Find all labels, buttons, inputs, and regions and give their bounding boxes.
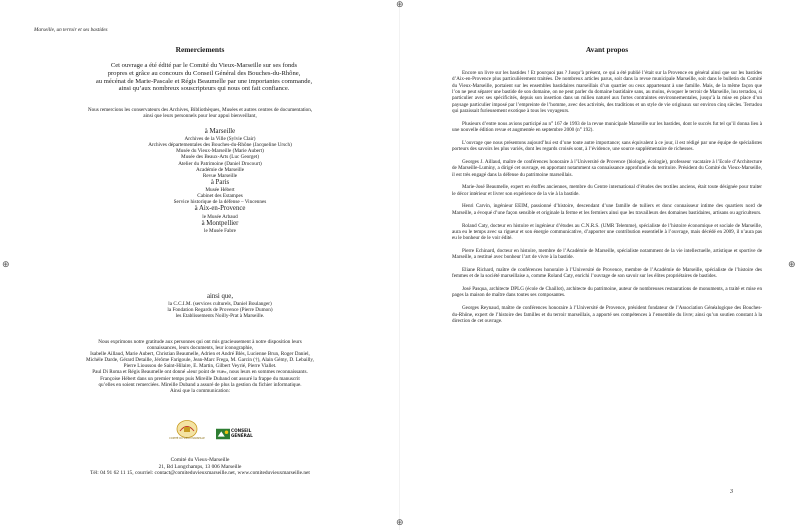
body-paragraph: Roland Caty, docteur en histoire et ingénieur d’études au C.N.R.S. (UMR Telemme), spécialiste de l’histoire économique et sociale de Marseille, aura eu le temps avec sa rigueur et son énergie communicative, d’apporter une contribution essentielle à l’ouvrage, mais décédé en 2009, il n’aura pas eu le bonheur de le voir édité. [452,222,762,242]
thanks-paragraph [40,107,360,119]
address-line: 21, Bd Longchamps, 13 006 Marseille [158,463,242,470]
list-item: Atelier du Patrimoine (Daniel Drocourt) [178,160,262,167]
body-paragraph: Georges J. Aillaud, maître de conférences honoraire à l’Université de Provence (biologie, écologie), professeur vacataire à l’Ecole d’Architecture de Marseille-Luminy, a dirigé cet ouvrage, en apportant notamment sa connaissance approfondie du territoire. Président du Comité du Vieux-Marseille, il est très engagé dans la défense du patrimoine marseillais. [452,158,762,178]
body-paragraph: Eliane Richard, maître de conférences honoraire à l’Université de Provence, membre de l’Académie de Marseille, spécialiste de l’histoire des femmes et de la société marseillaise a, comme Roland Caty, enrichi l’ouvrage de son savoir sur les élites propriétaires de bastides. [452,267,762,280]
intro-paragraph [44,62,364,93]
list-item: le Musée Arbaud [202,213,238,220]
thanks-line: Nous remercions les conservateurs des Archives, Bibliothèques, Musées et autres centres de documentation, [87,107,313,113]
gratitude-line: qu’elles en soient remerciées. Mireille Duband a assuré de plus la gestion du fichier informatique. [98,381,302,388]
gratitude-line: Michèle Darde, Gérard Detaille, Jérôme Farigoule, Jean-Marc Frega, M. Garcin (†), Alain Gémy, D. Lebailly, [86,357,314,364]
body-paragraph: José Pasqua, architecte DPLG (école de Chaillot), architecte du patrimoine, auteur de nombreuses restaurations de monuments, a traité et mise en pages la maison de maître dans toutes ses composantes. [452,286,762,299]
gratitude-line: Pierre Lioussou de Saint-Hilaire, E. Martin, Gilbert Veyrié, Pierre Viallet. [123,363,277,370]
gratitude-paragraph [40,339,360,394]
avant-propos-title: Avant propos [585,45,629,54]
list-item: Archives de la Ville (Sylvie Clair) [184,136,256,143]
list-item: Académie de Marseille [195,166,245,173]
list-item: Musée Hébert [205,187,235,194]
remerciements-title: Remerciements [175,45,225,54]
list-item: la Fondation Regards de Provence (Pierre Dumon) [167,307,273,314]
list-item: Cabinet des Estampes [197,193,243,200]
marseille-heading: à Marseille [204,128,236,135]
page-number: 3 [730,489,733,495]
list-item: Musée des Beaux-Arts (Luc Georget) [181,154,259,161]
aix-heading: à Aix-en-Provence [194,205,246,213]
conseil-general-text [231,429,253,438]
intro-line: propres et grâce au concours du Conseil Général des Bouches-du-Rhône, [107,69,301,77]
conseil-general-logo-icon [216,428,230,440]
body-paragraph: Encore un livre sur les bastides ! Et pourquoi pas ? Jusqu’à présent, ce qui a été publié l’était sur la Provence en général ainsi que sur les bastides d’Aix-en-Provence plus particulièrement traitées. De nombreux articles parus, soit dans la revue municipale Marseille, soit dans le bulletin du Comité du Vieux-Marseille, portaient sur les ensembles bastidaires marseillais d’un quartier ou ceux appartenant à une famille. Mais, de la même façon que l’on ne peut séparer une bastide de son domaine, on ne peut parler du domaine bastidaire sans, au moins, évoquer le terroir de Marseille, lou terradou, si particulier avec ses spécificités, depuis son insertion dans un milieu naturel aux fortes contraintes environnementales, jusqu’à la mise en place d’un paysage particulier imposé par l’empreinte de l’homme, avec des activités, des traditions et un style de vie originaux sur environ cinq siècles. Terradou qui paraissait furieusement exotique à tous les voyageurs. [452,70,762,115]
montpellier-heading: à Montpellier [201,219,239,227]
gratitude-line: Nous exprimons notre gratitude aux personnes qui ont mis gracieusement à notre disposition leurs [98,339,302,345]
address-line: Comité du Vieux-Marseille [170,457,230,463]
list-item: le Musée Fabre [204,227,236,234]
gratitude-line: Ainsi que la communication: [169,387,231,394]
thanks-line: ainsi que leurs personnels pour leur appui bienveillant, [143,113,257,120]
logo1-caption: COMITÉ DU VIEUX MARSEILLE [169,437,205,440]
address-block [40,457,360,477]
ainsi-heading: ainsi que, [206,293,234,300]
gratitude-line: Paul Di Roma et Régis Beaumelle ont donné «leur point de vue», nous leurs en sommes reconnaissants. [92,369,308,376]
list-item: la C.C.I.M. (services culturels, Daniel Boulanger) [168,301,272,308]
registration-mark-top-icon: ⊕ [396,0,404,10]
comite-vieux-marseille-logo-icon [176,418,198,438]
list-item: Archives départementales des Bouches-du-Rhône (Jacqueline Ursch) [148,142,292,149]
ainsi-section [110,293,330,319]
list-item: Musée du Vieux-Marseille (Marie Aubert) [176,148,264,155]
running-head: Marseille, un terroir et ses bastides [34,27,108,33]
logo2-line: GÉNÉRAL [231,432,253,438]
avant-propos-body [452,70,762,331]
logo2-line: CONSEIL [231,428,252,433]
body-paragraph: Plusieurs d’entre nous avions participé au n° 167 de 1993 de la revue municipale Marseille sur les bastides, dont le succès fut tel qu’il donna lieu à une nouvelle édition revue et augmentée en septembre 2000 (n° 192). [452,120,762,134]
gratitude-line: Isabelle Aillaud, Marie Aubert, Christian Beaumelle, Adrien et André Blès, Lucienne Brun, Roger Daniel, [90,351,310,358]
address-line: Tél: 04 91 62 11 15, courriel: contact@comiteduvieuxmarseille.net, www.comiteduvieuxmarseille.net [90,470,310,477]
intro-line: ainsi qu’aux nombreux souscripteurs qui nous ont fait confiance. [118,85,290,93]
gratitude-line: connaissances, leurs documents, leur iconographie, [146,345,254,352]
body-paragraph: Marie-José Beaumelle, expert en étoffes anciennes, membre du Centre international d’études des textiles anciens, était toute désignée pour traiter le décor intérieur et livrer son expérience de la vie à la bastide. [452,184,762,197]
registration-mark-bottom-icon: ⊕ [396,518,404,528]
registration-mark-left-icon: ⊕ [2,260,10,270]
gratitude-line: Françoise Hébert dans un premier temps puis Mireille Duband ont assuré la frappe du manuscrit [100,375,300,382]
list-item: Service historique de la défense – Vincennes [173,199,267,206]
marseille-section [110,128,330,234]
body-paragraph: L’ouvrage que nous présentons aujourd’hui est d’une toute autre importance; sans équivalent à ce jour, il est rédigé par une équipe de spécialistes porteurs des savoirs les plus variés, dont les regards croisés sont, à l’évidence, une source supplémentaire de richesses. [452,139,762,153]
body-paragraph: Henri Carvin, ingénieur EEIM, passionné d’histoire, descendant d’une famille de tuiliers et donc connaisseur intime des quartiers nord de Marseille, a évoqué d’une façon sensible et originale la ferme et les fermiers ainsi que les travailleurs des domaines bastidaires, artisans ou agriculteurs. [452,203,762,216]
intro-line: au mécénat de Marie-Pascale et Régis Beaumelle par une importantes commande, [95,77,313,85]
body-paragraph: Pierre Echinard, docteur en histoire, membre de l’Académie de Marseille, spécialiste notamment de la vie intellectuelle, artistique et sportive de Marseille, a restitué avec bonheur l’art de vivre à la bastide. [452,247,762,261]
body-paragraph: Georges Reynaud, maître de conférences honoraire à l’Université de Provence, président fondateur de l’Association Généalogique des Bouches-du-Rhône, expert de l’histoire des familles et du terroir marseillais, a apporté ses compétences à l’ensemble du livre; ainsi qu’un soutien constant à la direction de cet ouvrage. [452,305,762,324]
paris-heading: à Paris [210,178,230,186]
intro-line: Cet ouvrage a été édité par le Comité du Vieux-Marseille sur ses fonds [110,62,298,69]
list-item: Revue Marseille [202,172,238,179]
registration-mark-right-icon: ⊕ [788,260,796,270]
list-item: les Etablissements Noilly-Prat à Marseille. [175,313,265,320]
